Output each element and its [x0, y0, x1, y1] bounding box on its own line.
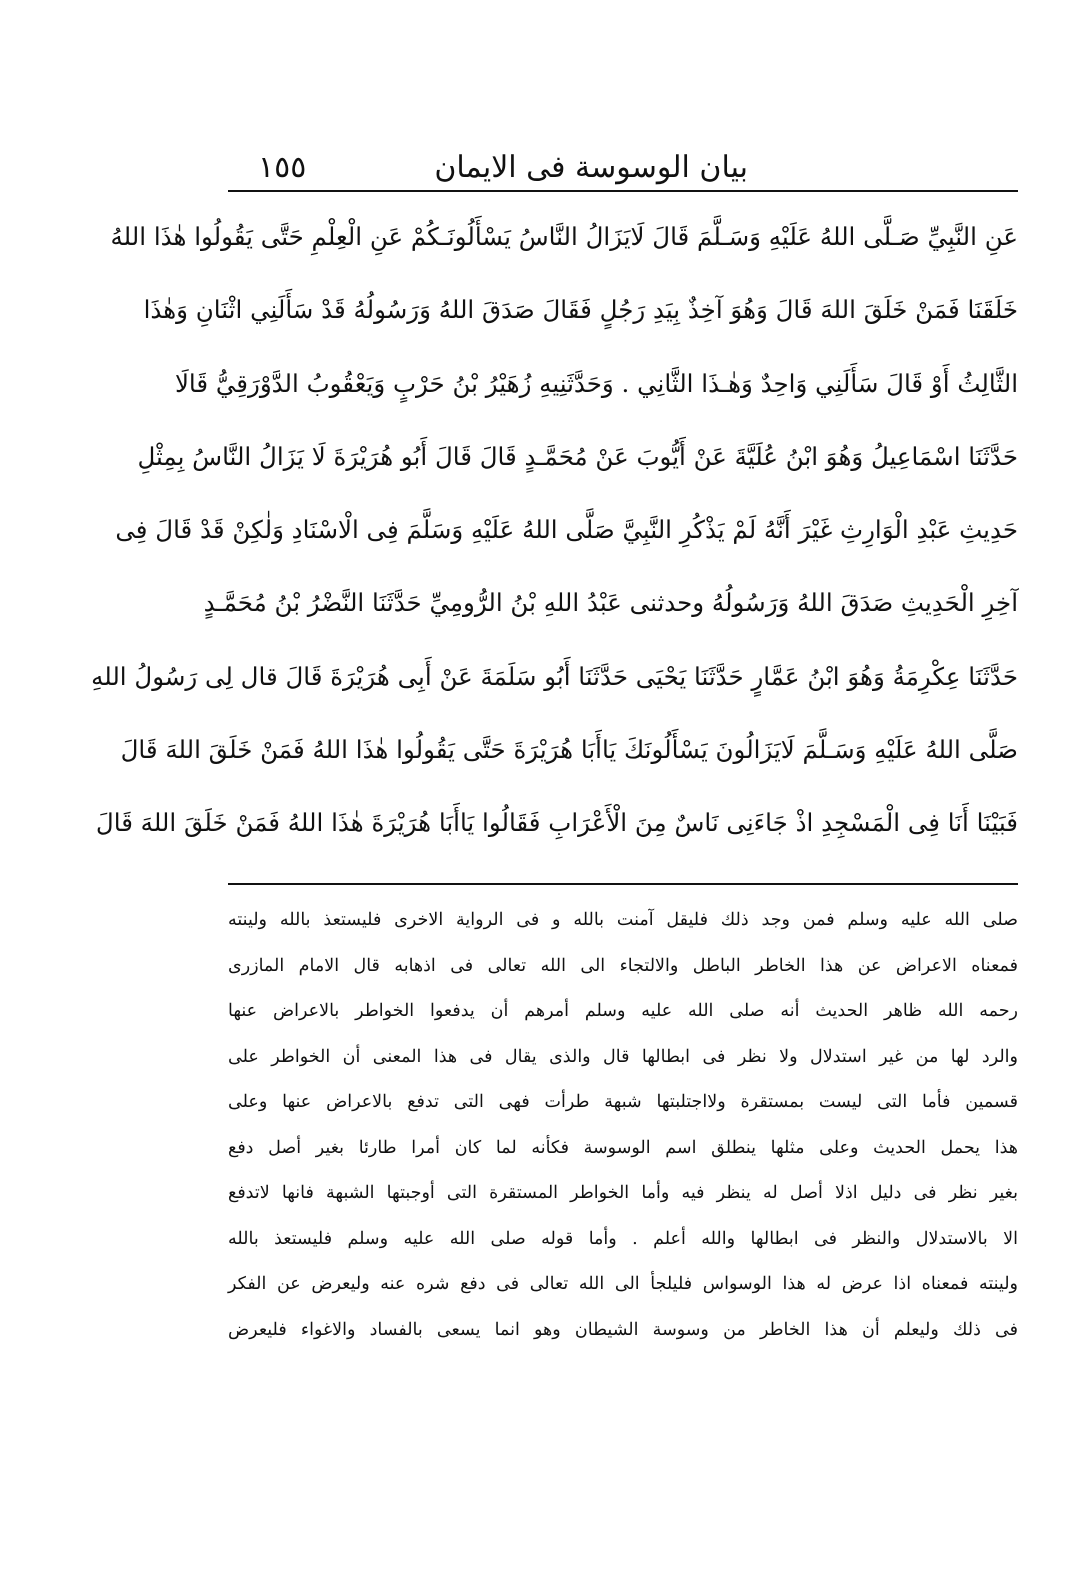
commentary-line: صلى الله عليه وسلم فمن وجد ذلك فليقل آمنت بالله و فى الرواية الاخرى فليستعذ بالله ولينته	[228, 910, 1018, 930]
hadith-line: حَدِيثِ عَبْدِ الْوَارِثِ غَيْرَ أَنَّهُ لَمْ يَذْكُرِ النَّبِيَّ صَلَّى اللهُ عَلَيْهِ وَسَلَّمَ فِى الْاسْنَادِ وَلٰكِنْ قَدْ قَالَ فِى	[115, 515, 1018, 545]
commentary-text	[228, 898, 1018, 1498]
hadith-line: عَنِ النَّبِيِّ صَـلَّى اللهُ عَلَيْهِ وَسَـلَّمَ قَالَ لَايَزَالُ النَّاسُ يَسْأَلُونَـكُمْ عَنِ الْعِلْمِ حَتَّى يَقُولُوا هٰذَا اللهُ	[110, 222, 1018, 251]
hadith-line: الثَّالِثُ أَوْ قَالَ سَأَلَنِي وَاحِدٌ وَهٰـذَا الثَّانِي . وَحَدَّثَنِيهِ زُهَيْرُ بْنُ حَرْبٍ وَيَعْقُوبُ الدَّوْرَقِيُّ قَالَا	[174, 368, 1018, 398]
commentary-line: بغير نظر فى دليل اذلا أصل له ينظر فيه وأما الخواطر المستقرة التى أوجبتها الشبهة فانها لاتدفع	[228, 1183, 1018, 1203]
commentary-line: الا بالاستدلال والنظر فى ابطالها والله أعلم . وأما قوله صلى الله عليه وسلم فليستعذ بالله	[228, 1228, 1018, 1249]
commentary-line: هذا يحمل الحديث وعلى مثلها ينطلق اسم الوسوسة فكأنه لما كان أمرا طارئا بغير أصل دفع	[228, 1137, 1018, 1158]
commentary-line: فى ذلك وليعلم أن هذا الخاطر من وسوسة الشيطان وهو انما يسعى بالفساد والاغواء فليعرض	[228, 1319, 1019, 1340]
hadith-line: حَدَّثَنَا عِكْرِمَةُ وَهُوَ ابْنُ عَمَّارٍ حَدَّثَنَا يَحْيَى حَدَّثَنَا أَبُو سَلَمَةَ عَنْ أَبِى هُرَيْرَةَ قَالَ قال لِى رَسُولُ اللهِ	[91, 661, 1018, 691]
commentary-line: ولينته فمعناه اذا عرض له هذا الوسواس فليلجأ الى الله تعالى فى دفع شره عنه وليعرض عن الفكر	[228, 1274, 1018, 1294]
hadith-line: صَلَّى اللهُ عَلَيْهِ وَسَـلَّمَ لَايَزَالُونَ يَسْأَلُونَكَ يَاأَبَا هُرَيْرَةَ حَتَّى يَقُولُوا هٰذَا اللهُ فَمَنْ خَلَقَ اللهَ قَالَ	[120, 735, 1018, 765]
commentary-line: فمعناه الاعراض عن هذا الخاطر الباطل والالتجاء الى الله تعالى فى اذهابه قال الامام المازرى	[228, 955, 1018, 976]
commentary-line: رحمه الله ظاهر الحديث أنه صلى الله عليه وسلم أمرهم أن يدفعوا الخواطر بالاعراض عنها	[228, 1001, 1018, 1021]
chapter-title: بيان الوسوسة فى الايمان	[434, 150, 748, 185]
page-header	[228, 148, 1018, 190]
hadith-text	[91, 200, 1018, 860]
hadith-line: حَدَّثَنَا اسْمَاعِيلُ وَهُوَ ابْنُ عُلَيَّةَ عَنْ أَيُّوبَ عَنْ مُحَمَّـدٍ قَالَ قَالَ أَبُو هُرَيْرَةَ لَا يَزَالُ النَّاسُ بِمِثْلِ	[137, 441, 1018, 471]
commentary-line: والرد لها من غير استدلال ولا نظر فى ابطالها قال والذى يقال فى هذا المعنى أن الخواطر على	[228, 1046, 1018, 1067]
page-number: ١٥٥	[258, 150, 307, 185]
hadith-line: آخِرِ الْحَدِيثِ صَدَقَ اللهُ وَرَسُولُهُ وحدثنى عَبْدُ اللهِ بْنُ الرُّومِيِّ حَدَّثَنَا النَّضْرُ بْنُ مُحَمَّـدٍ	[203, 588, 1018, 618]
section-divider	[228, 883, 1018, 885]
header-rule	[228, 190, 1018, 192]
hadith-line: فَبَيْنَا أَنَا فِى الْمَسْجِدِ اذْ جَاءَنِى نَاسٌ مِنَ الْأَعْرَابِ فَقَالُوا يَاأَبَا هُرَيْرَةَ هٰذَا اللهُ فَمَنْ خَلَقَ اللهَ قَالَ	[95, 808, 1018, 838]
hadith-line: خَلَقَنَا فَمَنْ خَلَقَ اللهَ قَالَ وَهُوَ آخِذٌ بِيَدِ رَجُلٍ فَقَالَ صَدَقَ اللهُ وَرَسُولُهُ قَدْ سَأَلَنِي اثْنَانِ وَهٰذَا	[143, 295, 1018, 325]
commentary-line: قسمين فأما التى ليست بمستقرة ولااجتلبتها شبهة طرأت فهى التى تدفع بالاعراض عنها وعلى	[228, 1092, 1018, 1112]
